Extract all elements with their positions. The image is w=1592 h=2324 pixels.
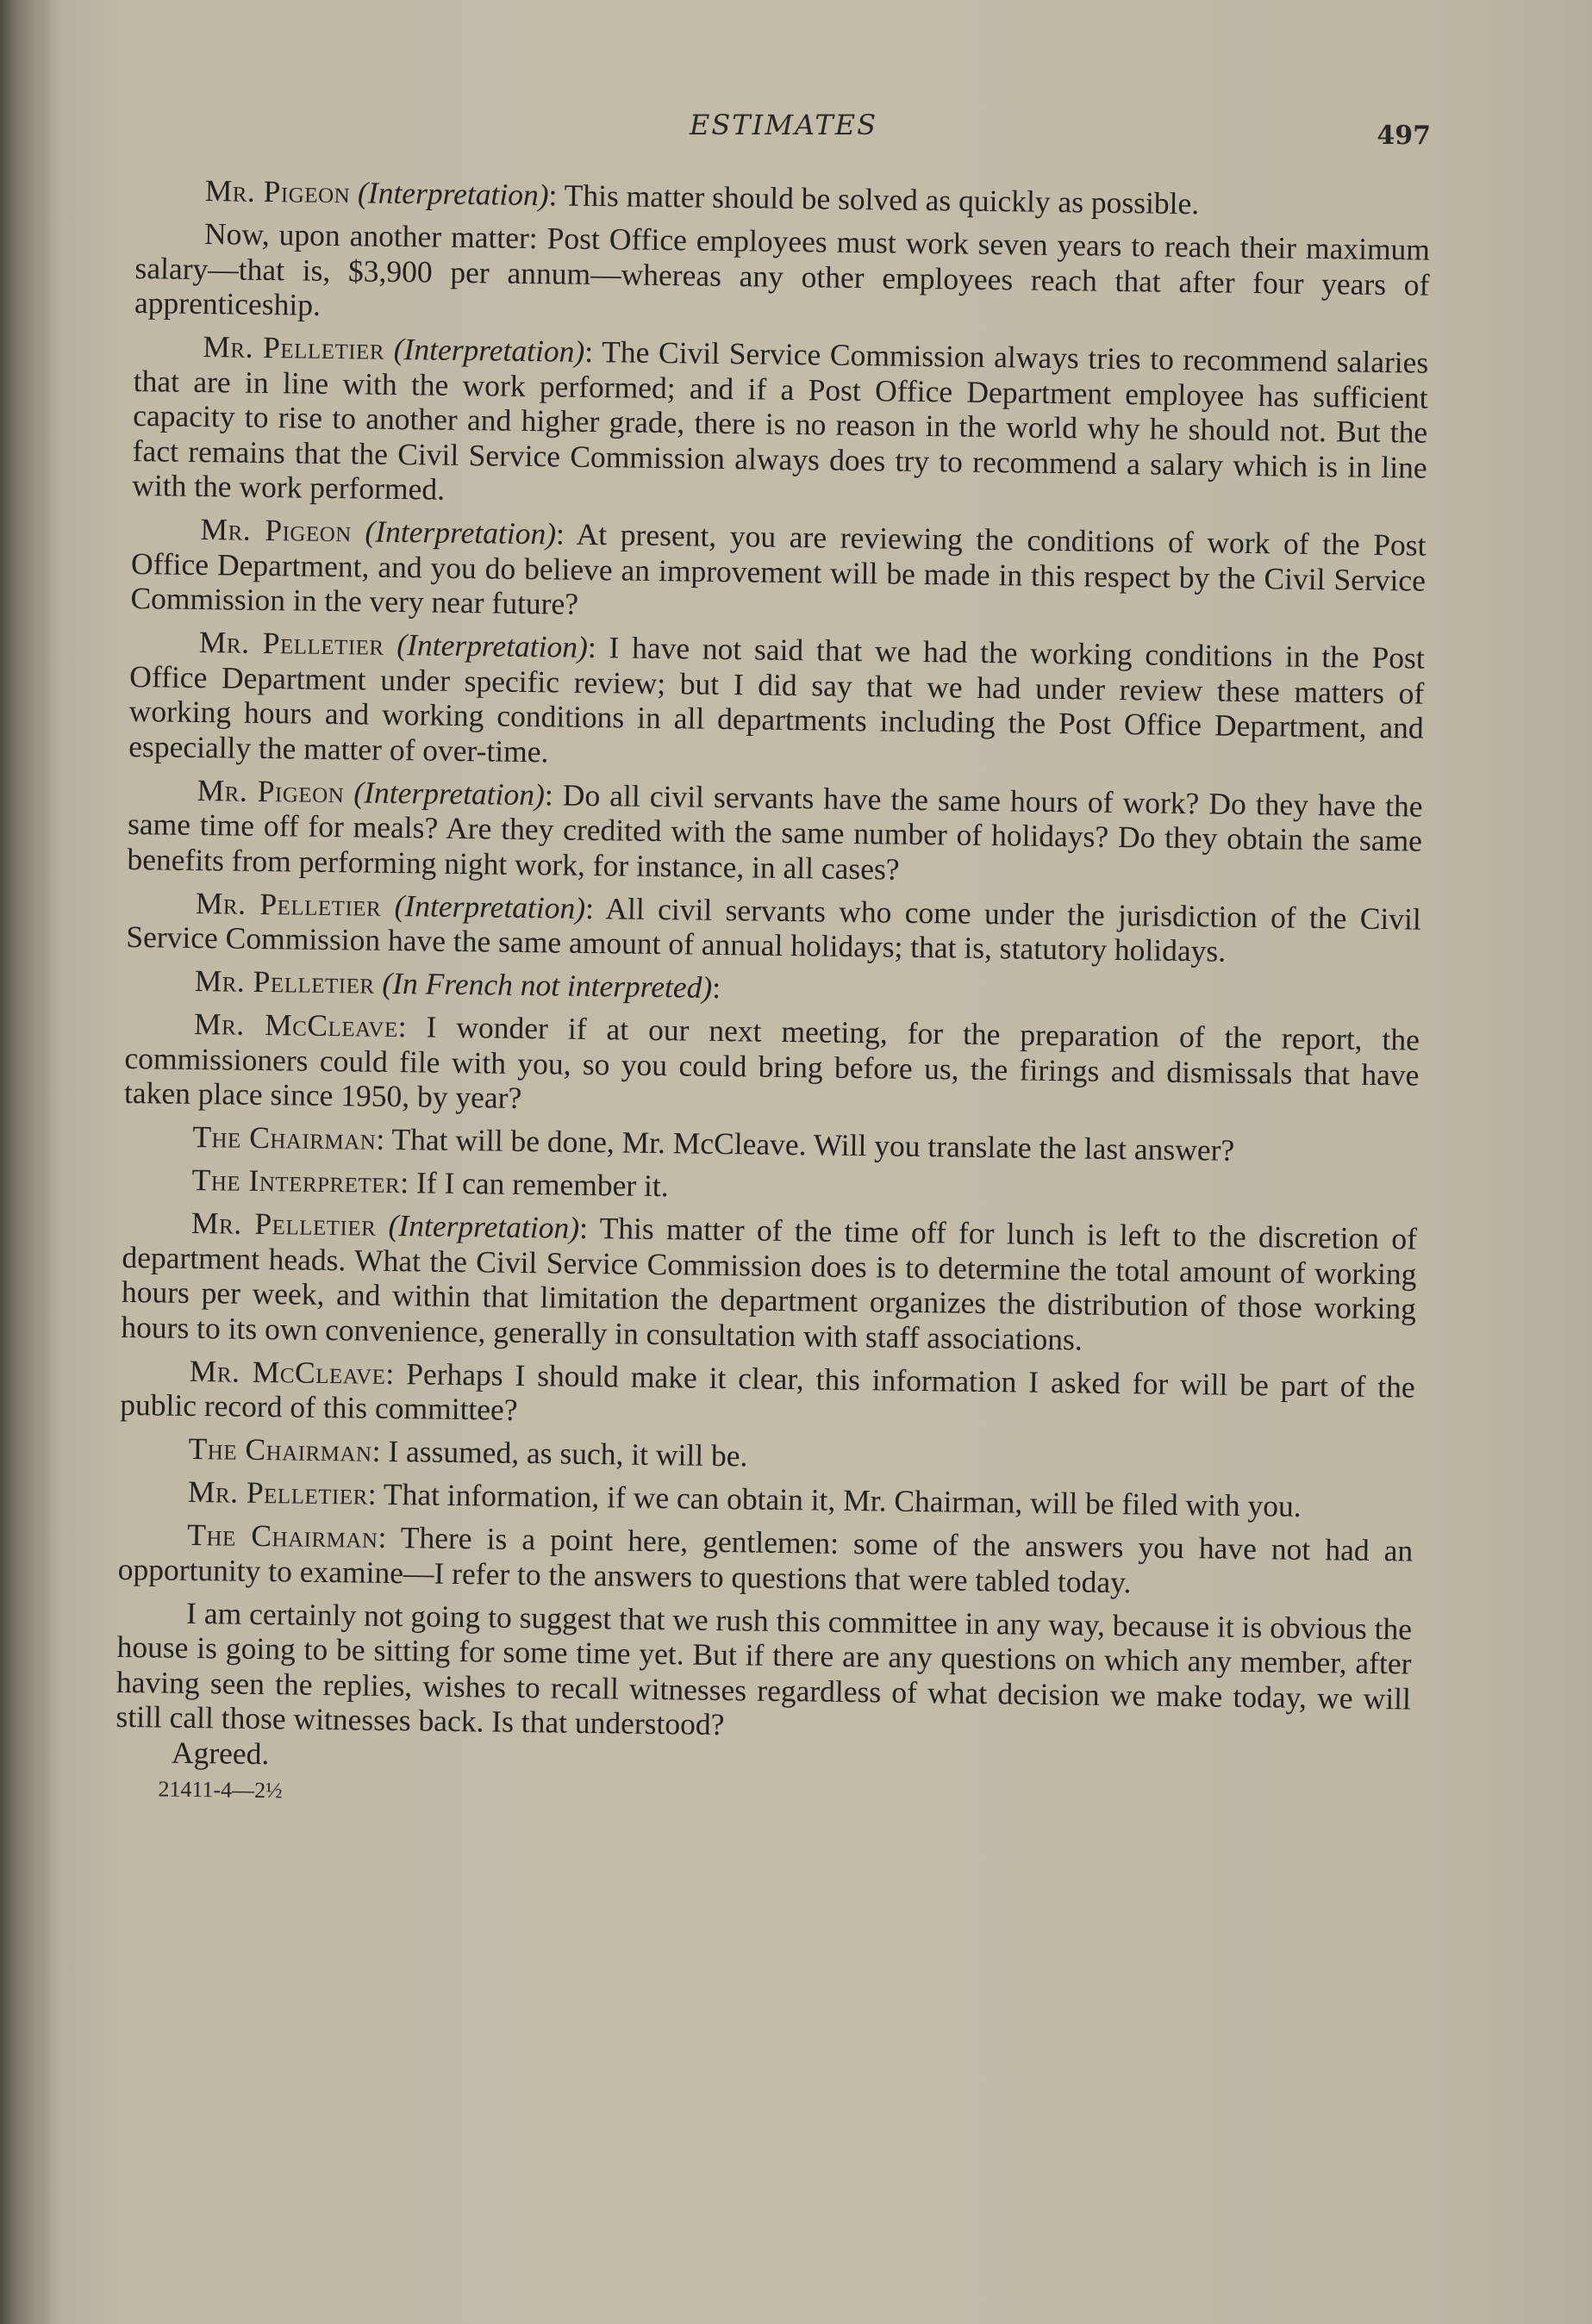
transcript-paragraph	[123, 1118, 1418, 1170]
transcript-paragraph	[119, 1474, 1414, 1525]
interpretation-label: (Interpretation)	[388, 1207, 580, 1245]
running-head: ESTIMATES	[690, 109, 878, 141]
speaker-separator: :	[711, 969, 721, 1005]
interpretation-label: (Interpretation)	[396, 627, 589, 664]
transcript-paragraph	[135, 172, 1430, 224]
paragraph-text: That will be done, Mr. McCleave. Will you translate the last answer?	[384, 1121, 1235, 1168]
paragraph-text: This matter of the time off for lunch is left to the discretion of department heads. What the Civil Service Commission does is to determine the total amount of working hours per week, and within that limitation the department organizes the distribution of those working hours to its own convenience, generally in consultation with staff associations.	[121, 1210, 1418, 1356]
paragraph-text: There is a point here, gentlemen: some of the answers you have not had an opportunity to examine—I refer to the answers to questions that were tabled today.	[117, 1519, 1414, 1599]
speaker-name: Mr. Pelletier	[198, 625, 384, 662]
speaker-name: Mr. Pigeon	[197, 772, 345, 809]
paragraph-text: I have not said that we had the working conditions in the Post Office Department under specific review; but I did say that we had under review these matters of working hours and working conditions in all departments including the Post Office Department, and especially the matter of over-time.	[128, 630, 1426, 769]
interpretation-label: (Interpretation)	[393, 331, 585, 369]
transcript-paragraph	[126, 884, 1421, 971]
speaker-separator: :	[544, 776, 554, 812]
speaker-name: Mr. Pigeon	[200, 512, 353, 549]
speaker-separator: :	[399, 1165, 409, 1200]
paragraph-text: At present, you are reviewing the conditions of work of the Post Office Department, and you do believe an improvement will be made in this respect by the Civil Service Commission in the very near future?	[130, 516, 1427, 621]
speaker-separator: :	[578, 1210, 589, 1245]
transcript-paragraph	[127, 771, 1422, 893]
speaker-separator: :	[378, 1519, 387, 1555]
transcript-paragraph	[115, 1594, 1412, 1751]
speaker-separator: :	[548, 178, 558, 213]
speaker-separator: :	[555, 516, 565, 551]
transcript-body	[115, 172, 1431, 1820]
speaker-name: Mr. Pelletier	[195, 885, 382, 923]
speaker-separator: :	[376, 1121, 385, 1156]
interpretation-label: (Interpretation)	[394, 888, 586, 925]
transcript-paragraph	[134, 215, 1430, 337]
transcript-paragraph	[128, 624, 1425, 781]
paragraph-text: Do all civil servants have the same hours of work? Do they have the same time off for meals? Are they credited with the same number of holidays? Do they obtain the same benefits from performing night work, for instance, in all cases?	[127, 776, 1423, 887]
speaker-name: The Chairman	[192, 1118, 377, 1156]
page-number: 497	[1377, 121, 1431, 151]
speaker-separator: :	[587, 629, 597, 665]
interpretation-label: (In French not interpreted)	[382, 965, 713, 1005]
interpretation-label: (Interpretation)	[357, 175, 549, 213]
speaker-separator: :	[367, 1476, 377, 1511]
paragraph-text: If I can remember it.	[408, 1165, 669, 1204]
agreed-line: Agreed.	[171, 1735, 270, 1771]
paragraph-text: I wonder if at our next meeting, for the preparation of the report, the commissioners could file with you, so you could bring before us, the firings and dismissals that have taken place since 1950, by year?	[123, 1009, 1420, 1115]
transcript-paragraph	[120, 1352, 1415, 1439]
paragraph-text: I assumed, as such, it will be.	[380, 1433, 748, 1474]
speaker-name: Mr. McCleave	[193, 1006, 399, 1044]
speaker-separator: :	[371, 1433, 381, 1468]
transcript-paragraph	[121, 1205, 1417, 1361]
paragraph-text: The Civil Service Commission always tries to recommend salaries that are in line with the work performed; and if a Post Office Department employee has sufficient capacity to rise to another and higher grade, there is no reason in the world why he should not. But the fact remains that the Civil Service Commission always does try to recommend a salary which is in line with the work performed.	[131, 333, 1429, 507]
printer-signature-code: 21411-4—2½	[158, 1776, 283, 1804]
speaker-separator: :	[584, 890, 595, 925]
transcript-paragraph	[119, 1430, 1414, 1482]
transcript-paragraph	[125, 963, 1420, 1014]
transcript-paragraph	[132, 328, 1429, 520]
transcript-paragraph	[130, 511, 1426, 632]
speaker-name: Mr. McCleave	[189, 1353, 386, 1391]
paragraph-text: Perhaps I should make it clear, this information I asked for will be part of the public record of this committee?	[120, 1355, 1415, 1427]
speaker-name: The Chairman	[188, 1430, 372, 1468]
speaker-name: Mr. Pelletier	[190, 1205, 377, 1243]
transcript-paragraph	[124, 1006, 1420, 1127]
transcript-paragraph	[118, 1517, 1414, 1604]
speaker-name: Mr. Pigeon	[204, 173, 351, 210]
speaker-separator: :	[397, 1009, 407, 1044]
paragraph-text: All civil servants who come under the jurisdiction of the Civil Service Commission have the same amount of annual holidays; that is, statutory holidays.	[126, 890, 1422, 969]
speaker-name: Mr. Pelletier	[194, 963, 375, 1000]
paragraph-text: I am certainly not going to suggest that we rush this committee in any way, because it is obvious the house is going to be sitting for some time yet. But if there are any questions on which any member, after having seen the replies, wishes to recall witnesses regardless of what decision we make today, we will still call those witnesses back. Is that understood?	[115, 1595, 1413, 1742]
speaker-separator: :	[385, 1355, 395, 1391]
paragraph-text: That information, if we can obtain it, Mr. Chairman, will be filed with you.	[376, 1476, 1302, 1523]
paragraph-text: This matter should be solved as quickly as possible.	[557, 178, 1200, 221]
paragraph-text: Now, upon another matter: Post Office employees must work seven years to reach their maximum salary—that is, $3,900 per annum—whereas any other employees reach that after four years of apprenticeship.	[134, 216, 1431, 322]
transcript-paragraph	[122, 1162, 1417, 1213]
interpretation-label: (Interpretation)	[353, 774, 546, 812]
page-header	[129, 109, 1431, 152]
speaker-separator: :	[584, 333, 594, 369]
speaker-name: The Interpreter	[191, 1162, 401, 1200]
speaker-name: The Chairman	[187, 1517, 378, 1555]
speaker-name: Mr. Pelletier	[203, 329, 385, 366]
interpretation-label: (Interpretation)	[365, 514, 557, 551]
book-binding-edge	[0, 0, 50, 2324]
speaker-name: Mr. Pelletier	[187, 1474, 369, 1511]
